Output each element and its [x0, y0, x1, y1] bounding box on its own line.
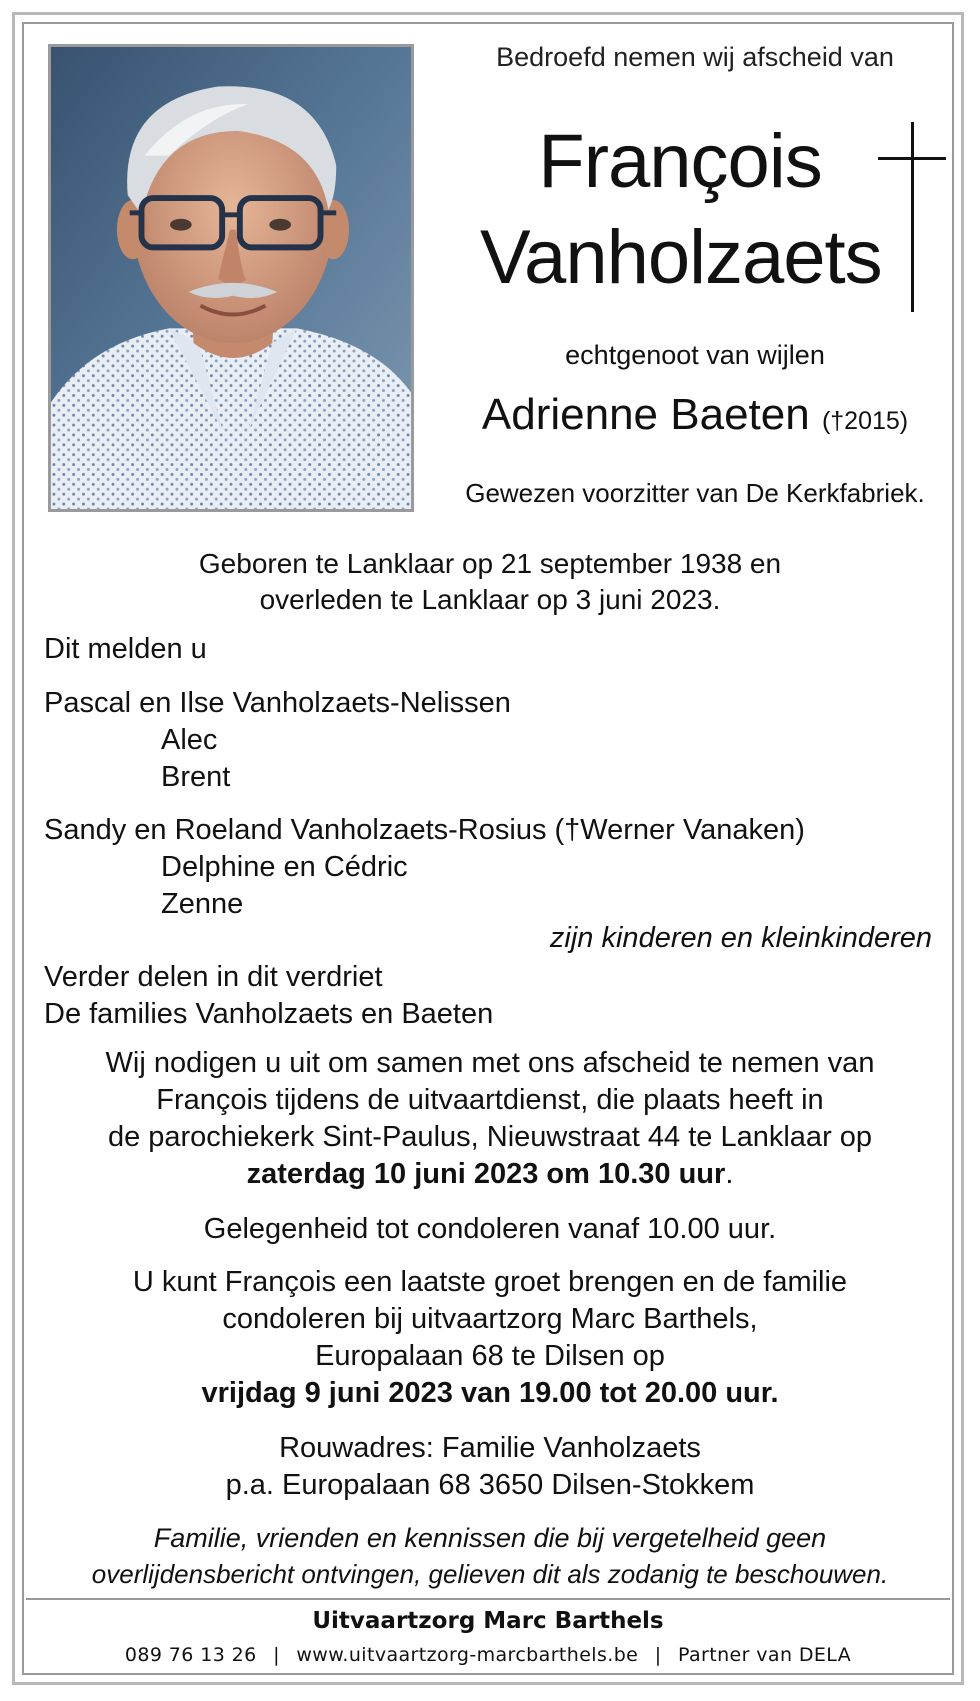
death-line: overleden te Lanklaar op 3 juni 2023.	[259, 584, 721, 615]
spouse-death-year: (†2015)	[821, 407, 909, 435]
deceased-last-name: Vanholzaets	[480, 215, 882, 300]
cross-icon-bar	[878, 157, 946, 160]
service-date-line	[30, 1156, 950, 1192]
portrait-illustration	[51, 47, 411, 509]
visit-date: vrijdag 9 juni 2023 van 19.00 tot 20.00 uur.	[201, 1377, 779, 1409]
grandchild: Brent	[161, 761, 231, 793]
cross-icon	[911, 122, 914, 312]
footer-partner: Partner van DELA	[677, 1644, 852, 1666]
family-group2-parents: Sandy en Roeland Vanholzaets-Rosius (†Werner Vanaken)	[44, 814, 805, 846]
footer-separator: |	[654, 1644, 662, 1666]
portrait-photo	[48, 44, 414, 512]
deceased-first-name: François	[538, 119, 822, 204]
service-line-3: de parochiekerk Sint-Paulus, Nieuwstraat 44 te Lanklaar op	[107, 1121, 873, 1153]
disclaimer-line-2: overlijdensbericht ontvingen, gelieven dit als zodanig te beschouwen.	[91, 1559, 889, 1589]
disclaimer-line-1: Familie, vrienden en kennissen die bij vergetelheid geen	[153, 1523, 827, 1553]
further-mourners: Verder delen in dit verdriet	[44, 961, 383, 993]
service-line-1: Wij nodigen u uit om samen met ons afscheid te nemen van	[105, 1047, 875, 1079]
service-line-2: François tijdens de uitvaartdienst, die plaats heeft in	[156, 1084, 824, 1116]
family-group1-parents: Pascal en Ilse Vanholzaets-Nelissen	[44, 687, 511, 719]
footer-phone: 089 76 13 26	[124, 1644, 257, 1666]
birth-line: Geboren te Lanklaar op 21 september 1938 en	[198, 548, 782, 579]
families-line: De families Vanholzaets en Baeten	[44, 998, 494, 1030]
spouse-name: Adrienne Baeten	[481, 390, 810, 439]
footer-company: Uitvaartzorg Marc Barthels	[312, 1608, 664, 1634]
grandchild: Delphine en Cédric	[161, 851, 408, 883]
visit-line-1: U kunt François een laatste groet brengen en de familie	[132, 1266, 848, 1298]
service-date: zaterdag 10 juni 2023 om 10.30 uur	[246, 1158, 726, 1190]
footer-contact	[26, 1644, 950, 1666]
spouse-name-line	[440, 390, 950, 440]
announce-text: Dit melden u	[44, 633, 207, 665]
visit-line-2: condoleren bij uitvaartzorg Marc Barthels,	[222, 1303, 758, 1335]
former-role: Gewezen voorzitter van De Kerkfabriek.	[465, 478, 925, 508]
address-line-2: p.a. Europalaan 68 3650 Dilsen-Stokkem	[225, 1469, 755, 1501]
family-relation: zijn kinderen en kleinkinderen	[549, 922, 932, 954]
grandchild: Zenne	[161, 888, 244, 920]
address-line-1: Rouwadres: Familie Vanholzaets	[279, 1432, 701, 1464]
condolence-text: Gelegenheid tot condoleren vanaf 10.00 uur.	[203, 1213, 777, 1245]
intro-text: Bedroefd nemen wij afscheid van	[496, 42, 894, 72]
service-date-end: .	[725, 1158, 734, 1190]
spouse-relation: echtgenoot van wijlen	[565, 340, 825, 370]
footer-divider	[26, 1598, 950, 1600]
footer-website[interactable]: www.uitvaartzorg-marcbarthels.be	[296, 1644, 639, 1666]
visit-line-3: Europalaan 68 te Dilsen op	[315, 1340, 665, 1372]
grandchild: Alec	[161, 724, 218, 756]
footer-separator: |	[273, 1644, 280, 1666]
